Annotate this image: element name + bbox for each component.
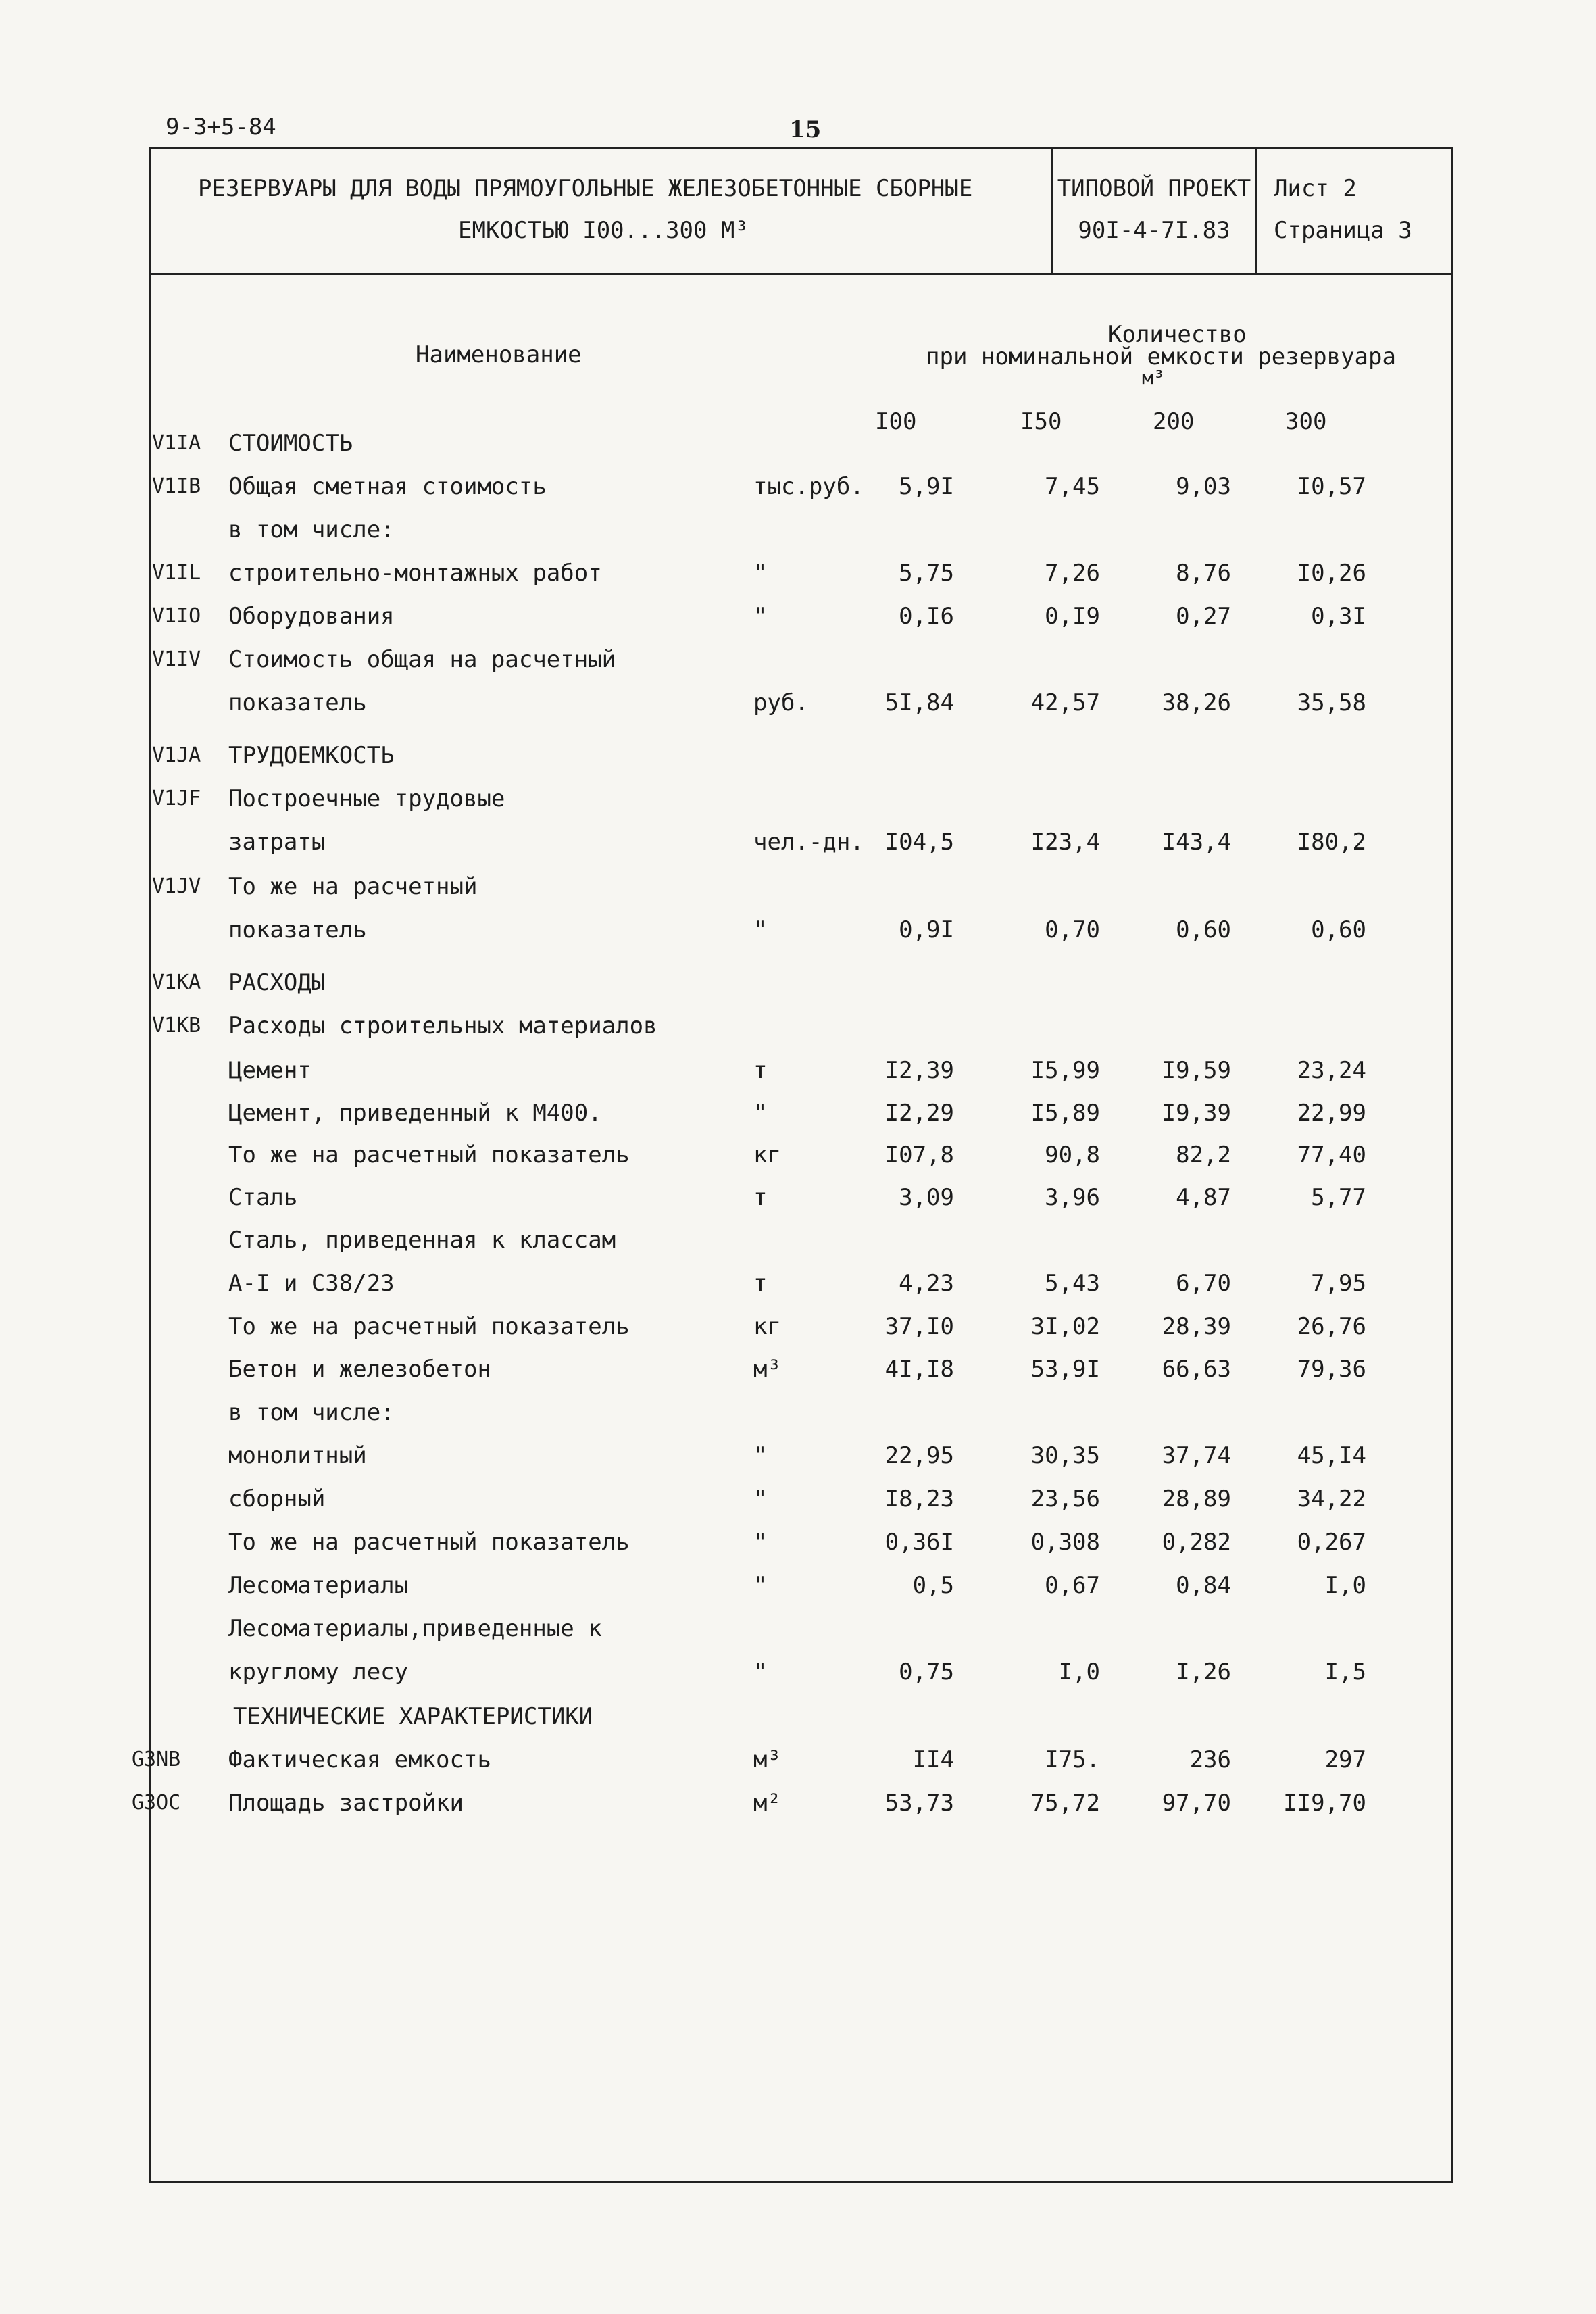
row-value: I5,99 — [1030, 1057, 1100, 1084]
row-value: I0,26 — [1297, 560, 1366, 587]
quantity-subheader: при номинальной емкости резервуара — [926, 343, 1396, 370]
row-value: I,5 — [1324, 1658, 1366, 1685]
row-value: 0,5 — [912, 1572, 954, 1599]
row-unit: " — [753, 560, 768, 587]
row-value: 79,36 — [1297, 1356, 1366, 1383]
row-value: I9,59 — [1162, 1057, 1231, 1084]
sheet-label: Лист 2 — [1274, 175, 1357, 202]
row-value: 5,43 — [1045, 1270, 1100, 1297]
row-name: То же на расчетный — [228, 873, 478, 900]
row-value: 4,23 — [899, 1270, 954, 1297]
row-value: 53,73 — [884, 1790, 954, 1817]
row-value: 0,9I — [899, 916, 954, 943]
row-value: 9,03 — [1176, 473, 1231, 500]
page-label: Страница 3 — [1274, 217, 1412, 244]
row-value: 7,26 — [1045, 560, 1100, 587]
row-value: 5,9I — [899, 473, 954, 500]
row-code: V1JA — [152, 743, 201, 767]
row-name: Лесоматериалы,приведенные к — [228, 1615, 602, 1642]
name-column-header: Наименование — [416, 341, 582, 368]
row-unit: " — [753, 603, 768, 630]
row-code: V1IB — [152, 474, 201, 498]
row-value: II4 — [912, 1746, 954, 1773]
title-line-2: ЕМКОСТЬЮ I00...300 М³ — [458, 217, 749, 244]
row-value: 35,58 — [1297, 689, 1366, 716]
row-code: V1IL — [152, 561, 201, 585]
row-value: 26,76 — [1297, 1313, 1366, 1340]
row-name: монолитный — [228, 1442, 367, 1469]
row-value: 34,22 — [1297, 1485, 1366, 1512]
capacity-header: I00 — [875, 408, 917, 435]
row-code: V1JF — [152, 787, 201, 810]
row-value: 38,26 — [1162, 689, 1231, 716]
capacity-header: 300 — [1285, 408, 1327, 435]
row-code: V1IA — [152, 431, 201, 455]
row-name: ТЕХНИЧЕСКИЕ ХАРАКТЕРИСТИКИ — [233, 1703, 593, 1730]
row-name: ТРУДОЕМКОСТЬ — [228, 742, 395, 769]
row-value: 0,60 — [1176, 916, 1231, 943]
row-value: I5,89 — [1030, 1100, 1100, 1127]
row-value: 30,35 — [1030, 1442, 1100, 1469]
row-name: Сталь — [228, 1184, 298, 1211]
row-name: Лесоматериалы — [228, 1572, 409, 1599]
row-name: Бетон и железобетон — [228, 1356, 491, 1383]
row-unit: т — [753, 1184, 768, 1211]
row-unit: м² — [753, 1790, 781, 1817]
row-code: G3OC — [132, 1791, 181, 1815]
capacity-header: I50 — [1020, 408, 1062, 435]
row-value: 3I,02 — [1030, 1313, 1100, 1340]
row-name: Построечные трудовые — [228, 785, 505, 812]
row-value: 5,77 — [1311, 1184, 1366, 1211]
quantity-unit: м³ — [1142, 366, 1165, 389]
row-value: 6,70 — [1176, 1270, 1231, 1297]
row-name: показатель — [228, 916, 367, 943]
row-unit: т — [753, 1270, 768, 1297]
row-value: 0,I6 — [899, 603, 954, 630]
row-name: Цемент, приведенный к М400. — [228, 1100, 602, 1127]
row-value: 97,70 — [1162, 1790, 1231, 1817]
project-number: 90I-4-7I.83 — [1078, 217, 1230, 244]
row-unit: " — [753, 1442, 768, 1469]
document-code: 9-3+5-84 — [166, 114, 276, 141]
page-number: 15 — [789, 116, 822, 143]
row-value: 0,75 — [899, 1658, 954, 1685]
row-unit: руб. — [753, 689, 809, 716]
row-value: 0,60 — [1311, 916, 1366, 943]
row-name: в том числе: — [228, 1399, 395, 1426]
row-name: То же на расчетный показатель — [228, 1529, 630, 1556]
row-unit: т — [753, 1057, 768, 1084]
row-value: I,0 — [1324, 1572, 1366, 1599]
row-value: 77,40 — [1297, 1141, 1366, 1168]
row-value: 22,95 — [884, 1442, 954, 1469]
row-name: круглому лесу — [228, 1658, 409, 1685]
row-value: I07,8 — [884, 1141, 954, 1168]
row-value: 28,89 — [1162, 1485, 1231, 1512]
row-value: 0,36I — [884, 1529, 954, 1556]
row-unit: " — [753, 916, 768, 943]
row-name: Площадь застройки — [228, 1790, 464, 1817]
row-value: I,0 — [1058, 1658, 1100, 1685]
row-value: 42,57 — [1030, 689, 1100, 716]
row-value: 66,63 — [1162, 1356, 1231, 1383]
row-name: сборный — [228, 1485, 326, 1512]
row-unit: кг — [753, 1141, 781, 1168]
row-name: Стоимость общая на расчетный — [228, 646, 616, 673]
row-name: То же на расчетный показатель — [228, 1141, 630, 1168]
row-name: строительно-монтажных работ — [228, 560, 602, 587]
title-divider — [1255, 149, 1257, 275]
row-value: 5,75 — [899, 560, 954, 587]
row-value: 3,96 — [1045, 1184, 1100, 1211]
row-name: СТОИМОСТЬ — [228, 430, 353, 457]
title-block — [151, 149, 1451, 275]
row-name: Расходы строительных материалов — [228, 1012, 657, 1039]
row-unit: кг — [753, 1313, 781, 1340]
row-unit: " — [753, 1658, 768, 1685]
row-value: 90,8 — [1045, 1141, 1100, 1168]
row-unit: " — [753, 1100, 768, 1127]
row-name: в том числе: — [228, 516, 395, 543]
row-unit: " — [753, 1529, 768, 1556]
row-value: 236 — [1189, 1746, 1231, 1773]
row-value: 53,9I — [1030, 1356, 1100, 1383]
row-value: 4I,I8 — [884, 1356, 954, 1383]
row-unit: " — [753, 1572, 768, 1599]
row-unit: тыс.руб. — [753, 473, 864, 500]
row-value: 4,87 — [1176, 1184, 1231, 1211]
row-value: 28,39 — [1162, 1313, 1231, 1340]
row-code: V1KA — [152, 970, 201, 994]
row-value: 8,76 — [1176, 560, 1231, 587]
row-value: 0,267 — [1297, 1529, 1366, 1556]
row-value: 0,67 — [1045, 1572, 1100, 1599]
capacity-header: 200 — [1153, 408, 1195, 435]
row-value: 3,09 — [899, 1184, 954, 1211]
row-name: А-I и С38/23 — [228, 1270, 395, 1297]
row-unit: м³ — [753, 1746, 781, 1773]
row-name: То же на расчетный показатель — [228, 1313, 630, 1340]
row-value: 0,I9 — [1045, 603, 1100, 630]
row-value: 22,99 — [1297, 1100, 1366, 1127]
row-value: 0,70 — [1045, 916, 1100, 943]
row-name: Оборудования — [228, 603, 395, 630]
row-value: 37,74 — [1162, 1442, 1231, 1469]
row-code: V1JV — [152, 875, 201, 898]
row-value: 5I,84 — [884, 689, 954, 716]
row-name: Общая сметная стоимость — [228, 473, 547, 500]
row-value: 45,I4 — [1297, 1442, 1366, 1469]
title-divider — [1051, 149, 1053, 275]
title-line-1: РЕЗЕРВУАРЫ ДЛЯ ВОДЫ ПРЯМОУГОЛЬНЫЕ ЖЕЛЕЗОБЕТОННЫЕ СБОРНЫЕ — [198, 175, 973, 202]
row-value: 82,2 — [1176, 1141, 1231, 1168]
row-name: показатель — [228, 689, 367, 716]
row-code: V1IV — [152, 647, 201, 671]
row-value: I8,23 — [884, 1485, 954, 1512]
row-value: I75. — [1045, 1746, 1100, 1773]
row-value: I9,39 — [1162, 1100, 1231, 1127]
project-label: ТИПОВОЙ ПРОЕКТ — [1057, 175, 1251, 202]
row-value: 37,I0 — [884, 1313, 954, 1340]
row-value: 297 — [1324, 1746, 1366, 1773]
row-value: 23,56 — [1030, 1485, 1100, 1512]
row-unit: м³ — [753, 1356, 781, 1383]
row-name: Цемент — [228, 1057, 311, 1084]
row-value: I2,29 — [884, 1100, 954, 1127]
row-value: 0,84 — [1176, 1572, 1231, 1599]
row-name: РАСХОДЫ — [228, 969, 326, 996]
row-name: Сталь, приведенная к классам — [228, 1227, 616, 1254]
row-unit: чел.-дн. — [753, 829, 864, 856]
row-value: I43,4 — [1162, 829, 1231, 856]
row-code: G3NB — [132, 1748, 181, 1771]
quantity-header: Количество — [1108, 321, 1247, 348]
row-value: II9,70 — [1283, 1790, 1366, 1817]
row-value: I23,4 — [1030, 829, 1100, 856]
row-value: I0,57 — [1297, 473, 1366, 500]
row-value: 0,282 — [1162, 1529, 1231, 1556]
row-value: I2,39 — [884, 1057, 954, 1084]
row-value: 75,72 — [1030, 1790, 1100, 1817]
row-unit: " — [753, 1485, 768, 1512]
row-code: V1IO — [152, 604, 201, 628]
row-value: I80,2 — [1297, 829, 1366, 856]
row-value: 23,24 — [1297, 1057, 1366, 1084]
row-value: I,26 — [1176, 1658, 1231, 1685]
row-value: 0,27 — [1176, 603, 1231, 630]
row-code: V1KB — [152, 1014, 201, 1037]
row-value: I04,5 — [884, 829, 954, 856]
row-value: 0,308 — [1030, 1529, 1100, 1556]
row-value: 7,95 — [1311, 1270, 1366, 1297]
row-name: Фактическая емкость — [228, 1746, 491, 1773]
row-name: затраты — [228, 829, 326, 856]
row-value: 7,45 — [1045, 473, 1100, 500]
row-value: 0,3I — [1311, 603, 1366, 630]
